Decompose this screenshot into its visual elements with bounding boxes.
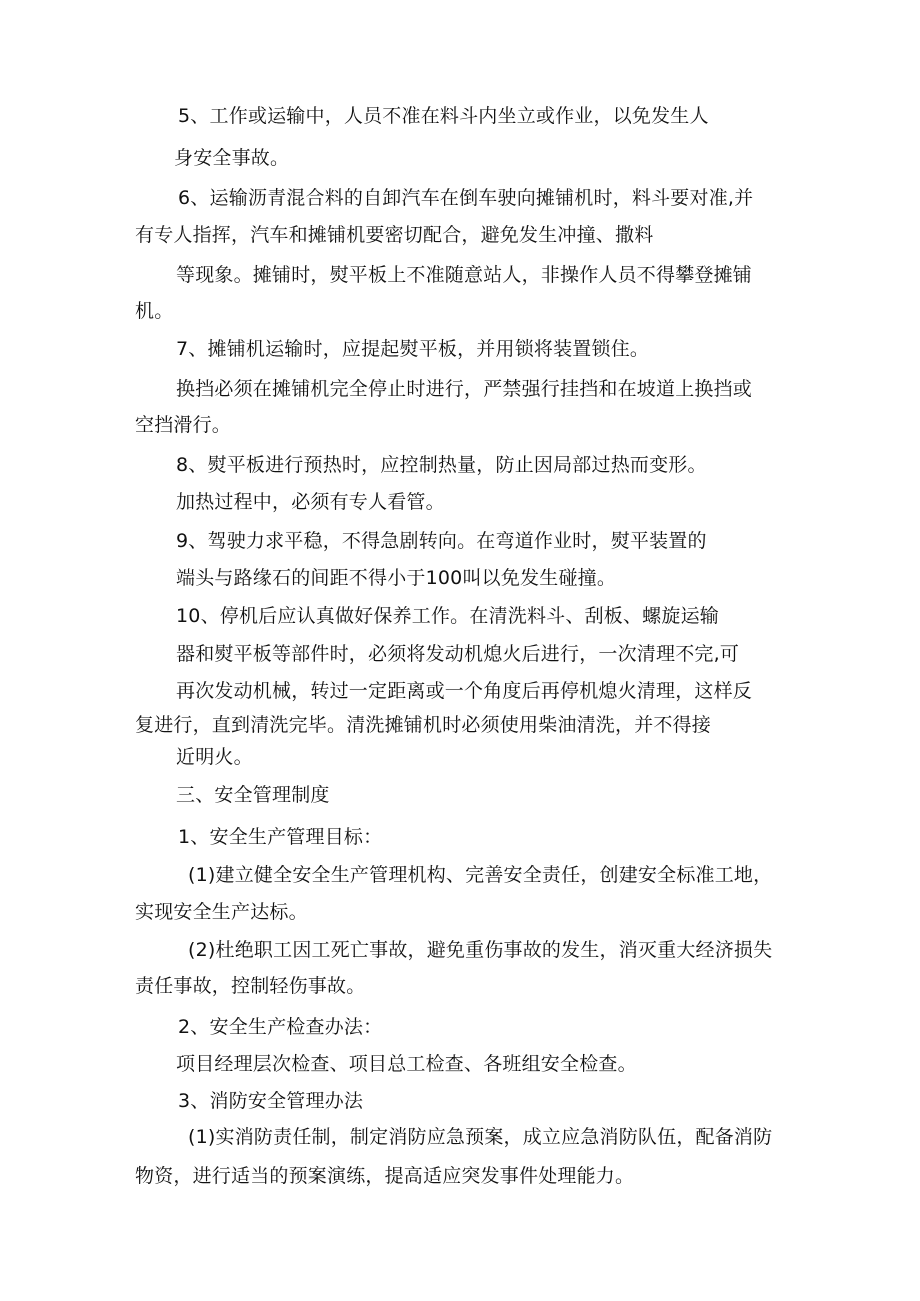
text-line: 责任事故，控制轻伤事故。 [135,975,366,997]
text-line: 端头与路缘石的间距不得小于100叫以免发生碰撞。 [176,567,617,589]
text-line: 3、消防安全管理办法 [178,1090,364,1112]
text-line: 近明火。 [176,746,253,768]
text-line: 9、驾驶力求平稳，不得急剧转向。在弯道作业时，熨平装置的 [176,530,707,552]
text-line: 项目经理层次检查、项目总工检查、各班组安全检查。 [176,1053,637,1075]
text-line: 物资，进行适当的预案演练，提高适应突发事件处理能力。 [135,1165,635,1187]
text-line: 复进行，直到清洗完毕。清洗摊铺机时必须使用柴油清洗，并不得接 [135,714,712,736]
text-line: 等现象。摊铺时，熨平板上不准随意站人，非操作人员不得攀登摊铺 [176,264,753,286]
text-line: 再次发动机械，转过一定距离或一个角度后再停机熄火清理，这样反 [176,680,753,702]
text-line: 6、运输沥青混合料的自卸汽车在倒车驶向摊铺机时，料斗要对准,并 [178,187,754,209]
text-line: 机。 [135,300,174,322]
text-line: 加热过程中，必须有专人看管。 [176,491,445,513]
text-line: 10、停机后应认真做好保养工作。在清洗料斗、刮板、螺旋运输 [176,605,719,627]
text-line: 7、摊铺机运输时，应提起熨平板，并用锁将装置锁住。 [176,338,650,360]
text-line: 空挡滑行。 [135,414,232,436]
text-line: 实现安全生产达标。 [135,901,308,923]
text-line: 身安全事故。 [174,147,290,169]
section-heading: 三、安全管理制度 [176,784,330,806]
text-line: 换挡必须在摊铺机完全停止时进行，严禁强行挂挡和在坡道上换挡或 [176,378,753,400]
text-line: 有专人指挥，汽车和摊铺机要密切配合，避免发生冲撞、撒料 [135,224,654,246]
text-line: (1)实消防责任制，制定消防应急预案，成立应急消防队伍，配备消防 [188,1126,773,1148]
text-line: (2)杜绝职工因工死亡事故，避免重伤事故的发生，消灭重大经济损失 [188,939,773,961]
text-line: 2、安全生产检查办法： [178,1016,383,1038]
text-line: 5、工作或运输中，人员不准在料斗内坐立或作业，以免发生人 [178,105,709,127]
text-line: (1)建立健全安全生产管理机构、完善安全责任，创建安全标准工地， [188,864,773,886]
text-line: 器和熨平板等部件时，必须将发动机熄火后进行，一次清理不完,可 [176,643,740,665]
text-line: 1、安全生产管理目标： [178,826,383,848]
text-line: 8、熨平板进行预热时，应控制热量，防止因局部过热而变形。 [176,454,707,476]
